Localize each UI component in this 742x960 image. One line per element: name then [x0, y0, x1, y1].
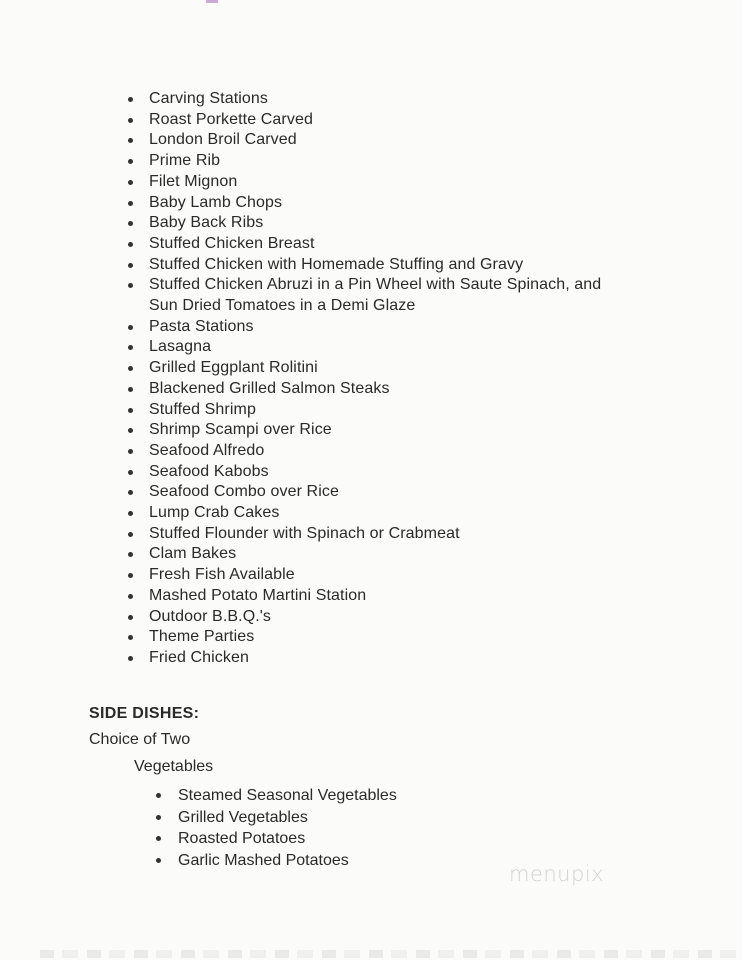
- menu-item: Theme Parties: [128, 627, 688, 648]
- menu-item: Lasagna: [128, 337, 688, 358]
- menu-item: Fried Chicken: [128, 648, 688, 669]
- menu-item: Pasta Stations: [128, 317, 688, 338]
- menu-item: Roast Porkette Carved: [128, 110, 688, 131]
- menu-item-list: [128, 89, 688, 669]
- menu-item: Grilled Eggplant Rolitini: [128, 358, 688, 379]
- menu-item: London Broil Carved: [128, 130, 688, 151]
- menu-item: Filet Mignon: [128, 172, 688, 193]
- menu-item: Lump Crab Cakes: [128, 503, 688, 524]
- scan-mark: [206, 0, 218, 3]
- menu-item: Stuffed Chicken Abruzi in a Pin Wheel with Saute Spinach, and Sun Dried Tomatoes in a Demi Glaze: [128, 275, 619, 316]
- menu-item: Clam Bakes: [128, 544, 688, 565]
- menu-item: Carving Stations: [128, 89, 688, 110]
- scan-edge-artifact: [40, 950, 740, 958]
- menupix-watermark: menupix: [509, 862, 605, 886]
- menu-item: Baby Back Ribs: [128, 213, 688, 234]
- menu-item: Stuffed Chicken Breast: [128, 234, 688, 255]
- menu-item: Seafood Combo over Rice: [128, 482, 688, 503]
- menu-item: Outdoor B.B.Q.'s: [128, 607, 688, 628]
- menu-item: Shrimp Scampi over Rice: [128, 420, 688, 441]
- menu-item: Fresh Fish Available: [128, 565, 688, 586]
- vegetables-subheading: Vegetables: [134, 758, 214, 775]
- side-dish-item: Roasted Potatoes: [156, 828, 556, 850]
- menu-item: Blackened Grilled Salmon Steaks: [128, 379, 688, 400]
- side-dishes-heading: SIDE DISHES:: [89, 705, 200, 722]
- menu-item: Mashed Potato Martini Station: [128, 586, 688, 607]
- menu-item: Prime Rib: [128, 151, 688, 172]
- menu-item: Seafood Alfredo: [128, 441, 688, 462]
- side-dishes-choice: Choice of Two: [89, 731, 191, 748]
- side-dish-item: Garlic Mashed Potatoes: [156, 850, 556, 872]
- side-dish-list: [156, 785, 556, 871]
- menu-item: Stuffed Shrimp: [128, 400, 688, 421]
- side-dish-item: Grilled Vegetables: [156, 807, 556, 829]
- menu-item: Baby Lamb Chops: [128, 193, 688, 214]
- side-dish-item: Steamed Seasonal Vegetables: [156, 785, 556, 807]
- menu-item: Stuffed Flounder with Spinach or Crabmeat: [128, 524, 688, 545]
- menu-item: Stuffed Chicken with Homemade Stuffing and Gravy: [128, 255, 688, 276]
- menu-item: Seafood Kabobs: [128, 462, 688, 483]
